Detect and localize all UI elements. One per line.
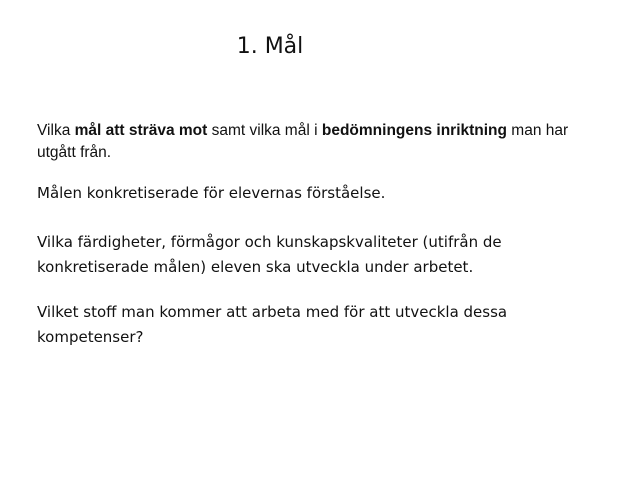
paragraph-goals-bold-2: bedömningens inriktning <box>321 122 507 139</box>
paragraph-goals-bold-1: mål att sträva mot <box>74 122 208 139</box>
slide-title: 1. Mål <box>236 34 304 59</box>
paragraph-goals-text-1: Vilka <box>37 122 75 139</box>
paragraph-content: Vilket stoff man kommer att arbeta med för att utveckla dessa kompetenser? <box>37 303 508 346</box>
paragraph-goals <box>37 120 607 164</box>
paragraph-goals-text-3: man har utgått från. <box>37 122 569 161</box>
paragraph-concretized-goals: Målen konkretiserade för elevernas förståelse. <box>37 184 386 202</box>
paragraph-skills: Vilka färdigheter, förmågor och kunskapskvaliteter (utifrån de konkretiserade målen) eleven ska utveckla under arbetet. <box>37 233 502 276</box>
paragraph-goals-text-2: samt vilka mål i <box>207 122 322 139</box>
